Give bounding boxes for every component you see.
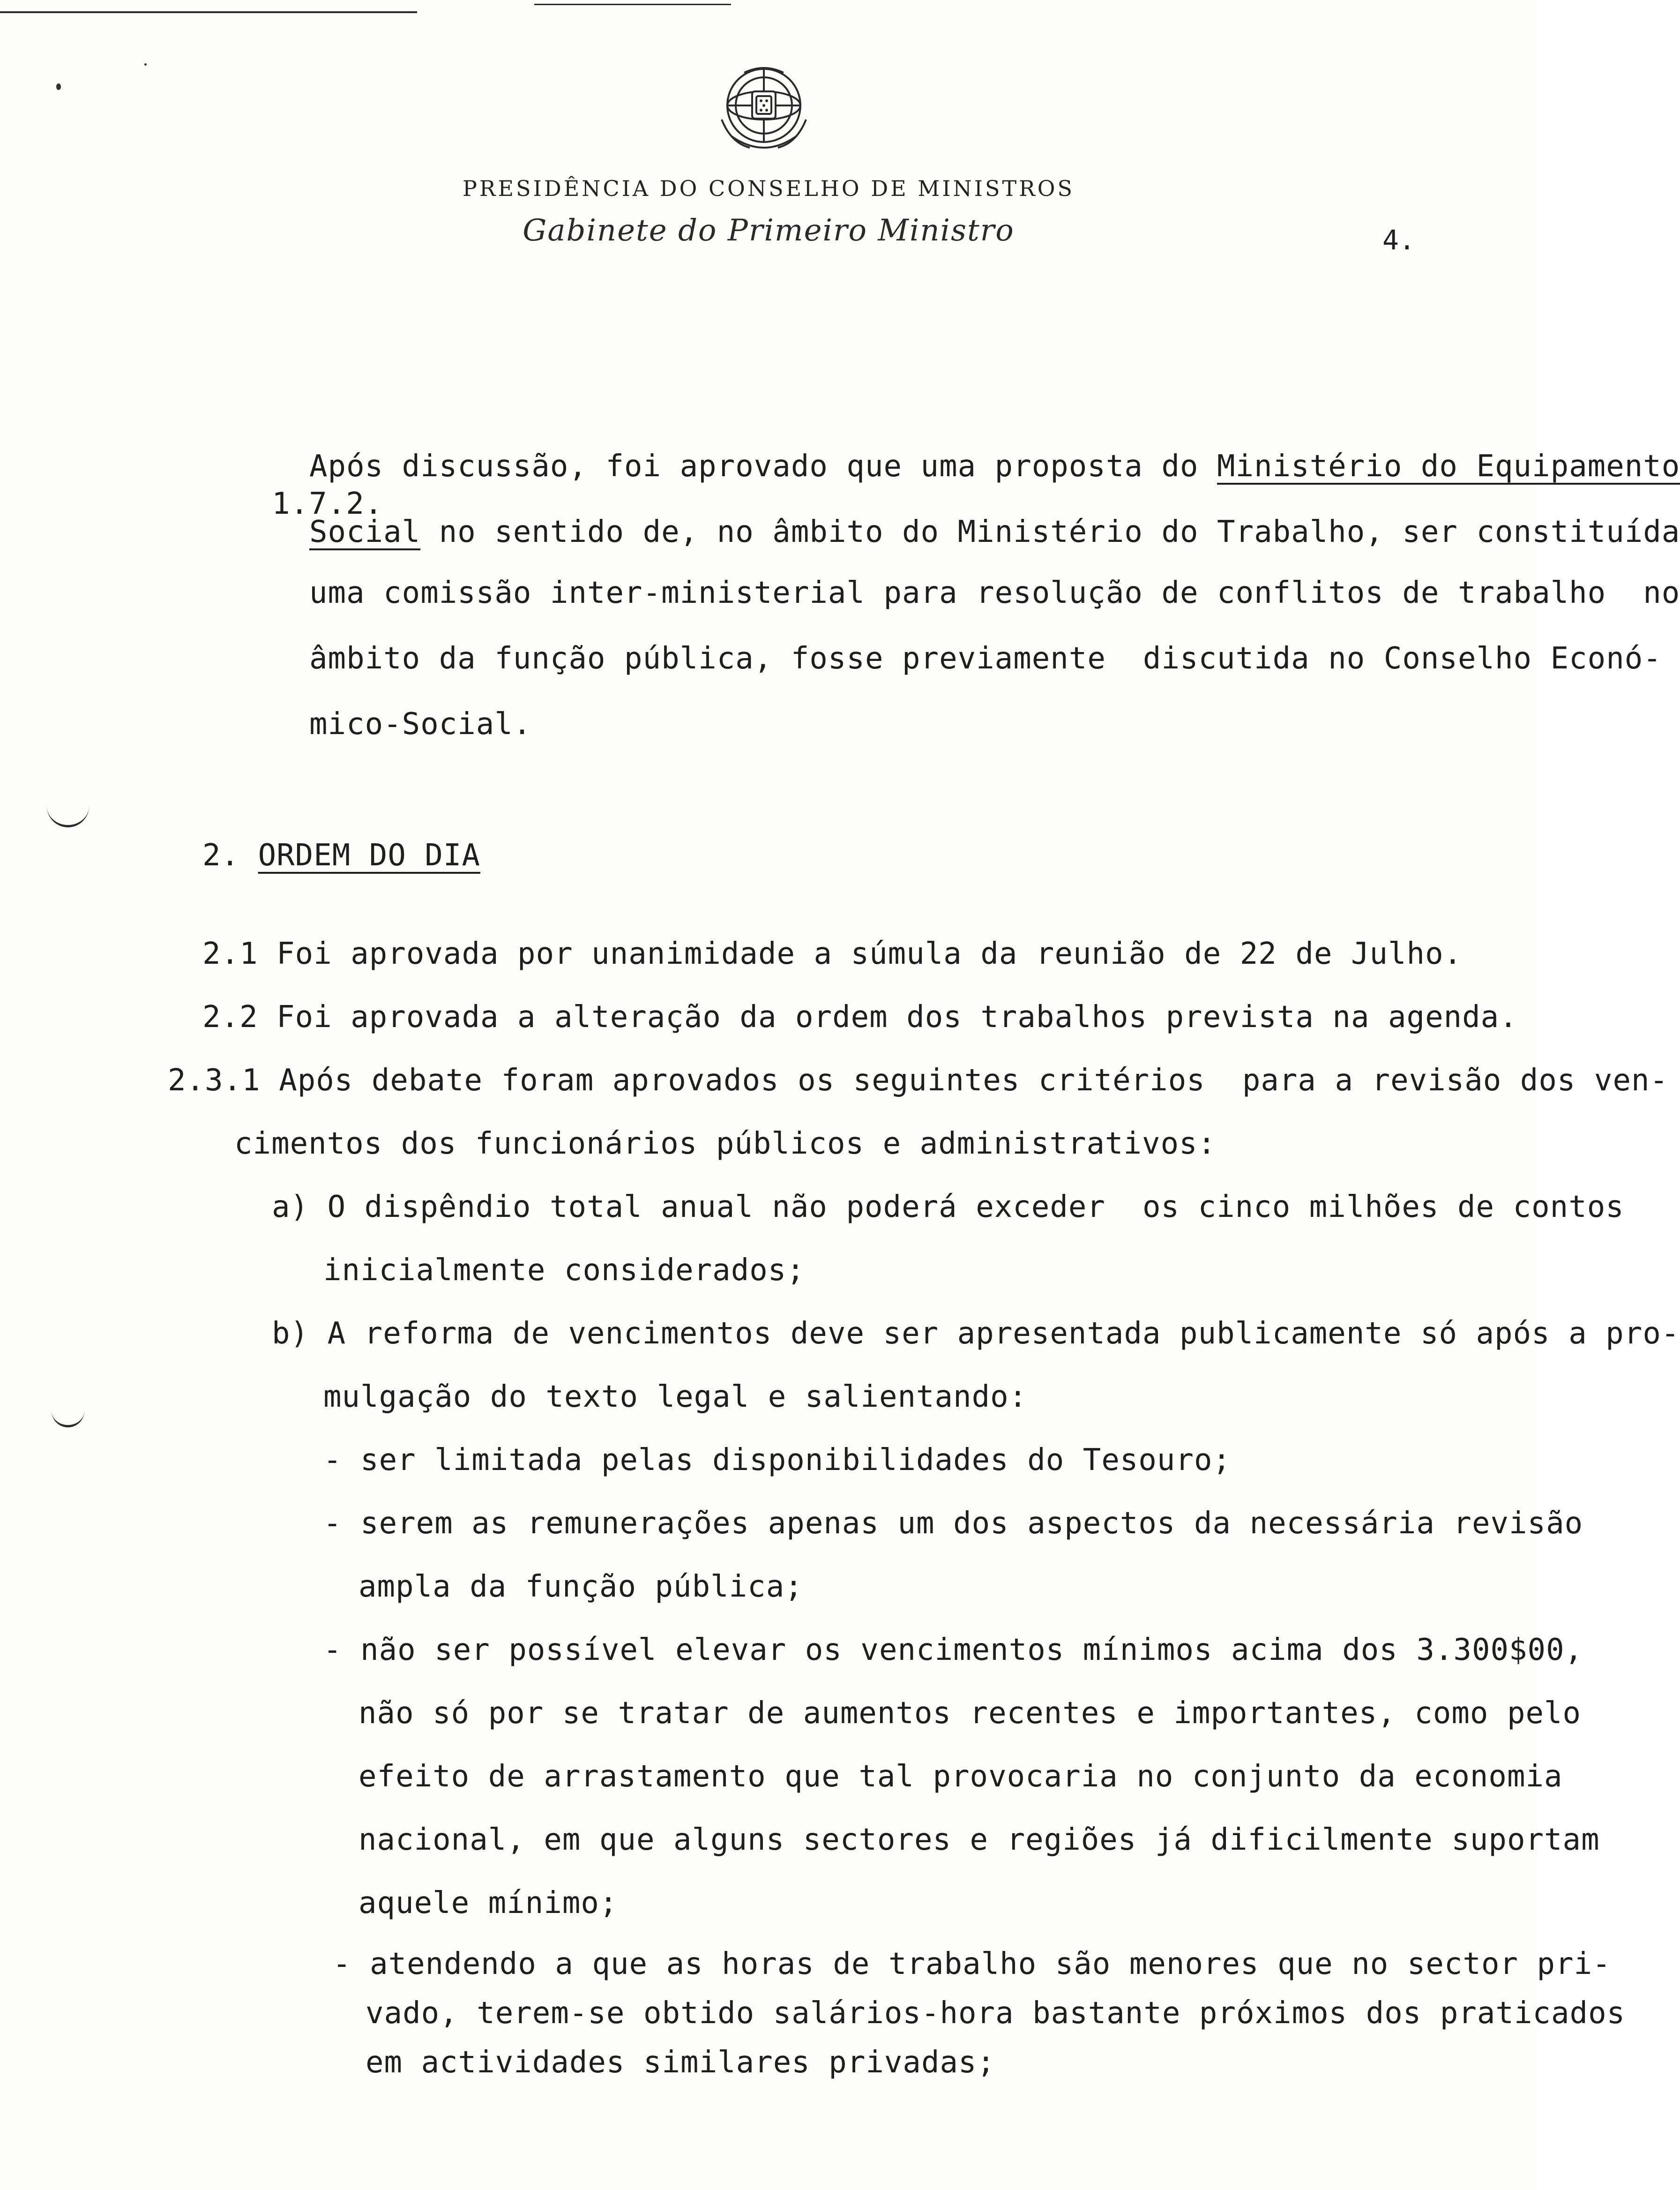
criterion-b: mulgação do texto legal e salientando: <box>323 1380 1028 1414</box>
margin-mark <box>52 1406 84 1427</box>
top-rule-left <box>0 11 417 13</box>
paragraph-1-7-2-line: uma comissão inter-ministerial para resolução de conflitos de trabalho no <box>309 576 1680 610</box>
paragraph-text: Após discussão, foi aprovado que uma proposta do <box>309 449 1217 484</box>
bullet-item: aquele mínimo; <box>358 1886 618 1920</box>
letterhead-title: PRESIDÊNCIA DO CONSELHO DE MINISTROS <box>462 176 1075 201</box>
bullet-item: em actividades similares privadas; <box>366 2045 996 2080</box>
underlined-ministry-name: Social <box>309 515 421 549</box>
bullet-item: vado, terem-se obtido salários-hora bastante próximos dos praticados <box>366 1996 1626 2031</box>
agenda-item-2-3-1: cimentos dos funcionários públicos e administrativos: <box>234 1126 1217 1161</box>
criterion-a: a) O dispêndio total anual não poderá exceder os cinco milhões de contos <box>272 1190 1624 1224</box>
scan-speck <box>144 63 147 66</box>
paragraph-number: 1.7.2. <box>272 487 383 521</box>
letterhead-subtitle: Gabinete do Primeiro Ministro <box>523 213 1015 248</box>
paragraph-1-7-2-line <box>309 513 1680 551</box>
bullet-item: - atendendo a que as horas de trabalho são menores que no sector pri- <box>333 1947 1611 1981</box>
bullet-item: nacional, em que alguns sectores e regiões já dificilmente suportam <box>358 1822 1600 1857</box>
bullet-item: - ser limitada pelas disponibilidades do Tesouro; <box>323 1443 1232 1478</box>
bullet-item: - serem as remunerações apenas um dos aspectos da necessária revisão <box>323 1506 1583 1541</box>
coat-of-arms-seal-icon <box>703 54 825 166</box>
bullet-item: efeito de arrastamento que tal provocaria no conjunto da economia <box>358 1759 1563 1794</box>
section-heading <box>202 837 480 874</box>
section-title: ORDEM DO DIA <box>258 838 480 873</box>
agenda-item-2-1: 2.1 Foi aprovada por unanimidade a súmula da reunião de 22 de Julho. <box>202 937 1463 971</box>
paragraph-1-7-2-line: mico-Social. <box>309 707 532 742</box>
page-number: 4. <box>1382 224 1415 256</box>
underlined-ministry-name: Ministério do Equipamento <box>1217 449 1680 484</box>
bullet-item: não só por se tratar de aumentos recentes e importantes, como pelo <box>358 1696 1582 1731</box>
paragraph-1-7-2-line <box>309 448 1680 485</box>
top-rule-right <box>534 4 731 5</box>
margin-mark <box>47 797 89 827</box>
section-number: 2. <box>202 838 240 873</box>
criterion-a: inicialmente considerados; <box>323 1253 805 1288</box>
scan-speck <box>56 83 61 90</box>
criterion-b: b) A reforma de vencimentos deve ser apresentada publicamente só após a pro- <box>272 1316 1680 1351</box>
paragraph-text: no sentido de, no âmbito do Ministério do Trabalho, ser constituída <box>420 515 1680 549</box>
agenda-item-2-2: 2.2 Foi aprovada a alteração da ordem dos trabalhos prevista na agenda. <box>202 1000 1518 1035</box>
bullet-item: - não ser possível elevar os vencimentos mínimos acima dos 3.300$00, <box>323 1633 1583 1667</box>
bullet-item: ampla da função pública; <box>358 1569 803 1604</box>
agenda-item-2-3-1: 2.3.1 Após debate foram aprovados os seguintes critérios para a revisão dos ven- <box>168 1063 1669 1098</box>
paragraph-1-7-2-line: âmbito da função pública, fosse previamente discutida no Conselho Econó- <box>309 641 1662 676</box>
